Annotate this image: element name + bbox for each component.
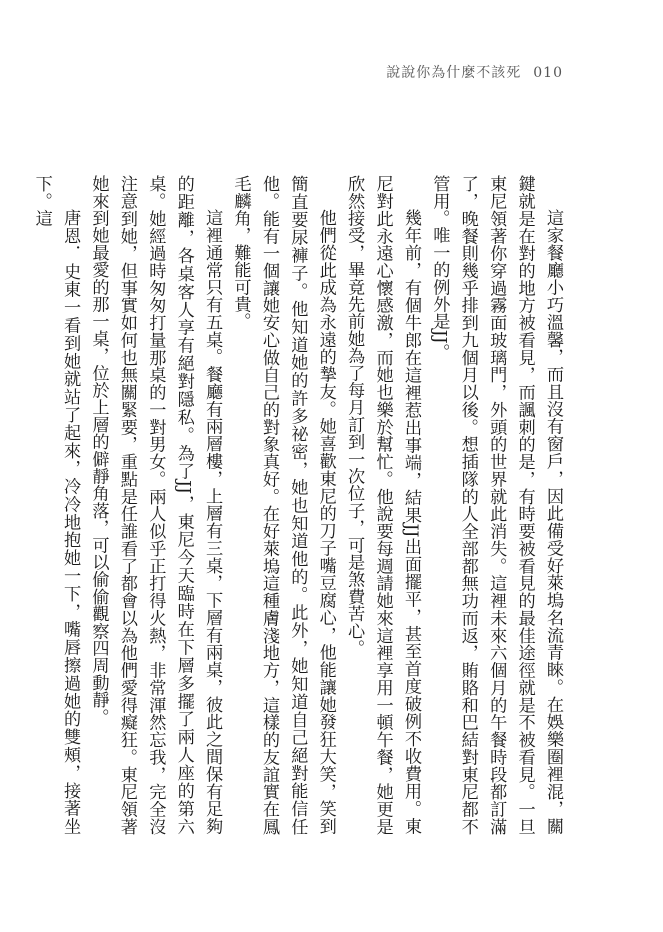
paragraph: 幾年前，有個牛郎在這裡惹出事端，結果JJ出面擺平，甚至首度破例不收費用。東尼對此永遠心懷感激，而她也樂於幫忙。他說要每週請她來這裡享用一頓午餐，她更是欣然接受，畢竟先前她為了每月訂到一次位子，可是煞費苦心。 [344, 175, 421, 835]
paragraph: 唐恩．史東一看到她就站了起來，冷冷地抱她一下，嘴唇擦過她的雙頰，接著坐下。這 [31, 175, 81, 835]
paragraph: 這家餐廳小巧溫馨，而且沒有窗戶，因此備受好萊塢名流青睞。在娛樂圈裡混，關鍵就是在對的地方被看見，而諷刺的是，有時要被看見的最佳途徑就是不被看見。一旦東尼領著你穿過霧面玻璃門，外頭的世界就此消失。這裡未來六個月的午餐時段都訂滿了，晚餐則幾乎排到九個月以後。想插隊的人全部都無功而返，賄賂和巴結對東尼都不管用。唯一的例外是JJ。 [429, 175, 563, 835]
page-number: 010 [533, 65, 563, 81]
paragraph: 這裡通常只有五桌。餐廳有兩層樓，上層有三桌，下層有兩桌，彼此之間保有足夠的距離，各桌客人享有絕對隱私。為了JJ，東尼今天臨時在下層多擺了兩人座的第六桌。她經過時匆匆打量那桌的一對男女。兩人似乎正打得火熱，非常渾然忘我，完全沒注意到她，但事實如何也無關緊要，重點是任誰看了都會以為他們愛得癡狂。東尼領著她來到她最愛的那一桌，位於上層的僻靜角落，可以偷偷觀察四周動靜。 [88, 175, 223, 835]
paragraph: 他們從此成為永遠的摯友。她喜歡東尼的刀子嘴豆腐心，他能讓她發狂大笑，笑到簡直要尿褲子。他知道她的許多祕密，她也知道他的。此外，她知道自己絕對能信任他。能有一個讓她安心做自己的對象真好。在好萊塢這種膚淺地方，這樣的友誼實在鳳毛麟角，難能可貴。 [230, 175, 336, 835]
running-header [386, 62, 563, 82]
body-text [31, 175, 567, 835]
book-title: 說說你為什麼不該死 [386, 65, 522, 81]
